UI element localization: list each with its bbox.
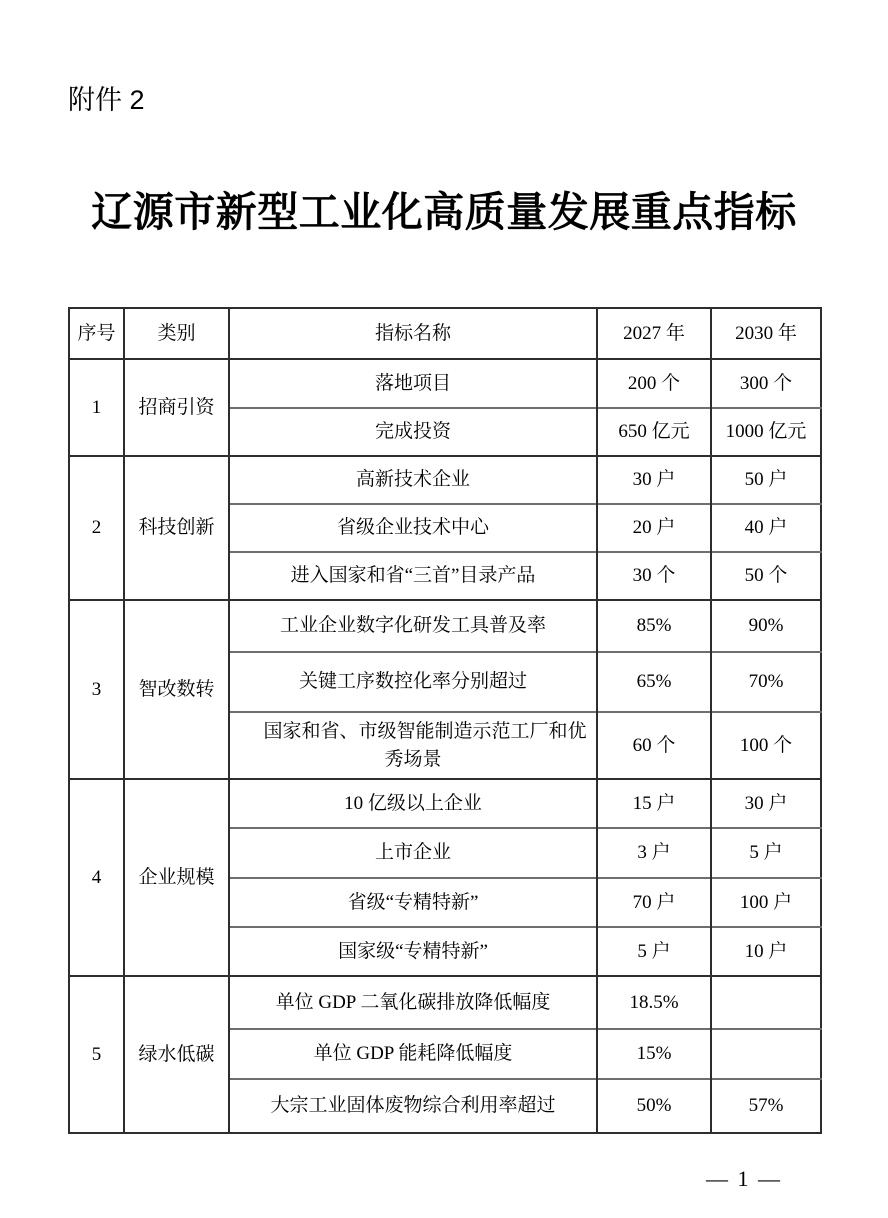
column-header-category: 类别	[124, 308, 229, 359]
indicator-cell: 单位 GDP 二氧化碳排放降低幅度	[229, 976, 597, 1029]
value-2030-cell	[711, 1029, 821, 1079]
value-2027-cell: 18.5%	[597, 976, 711, 1029]
value-2030-cell: 30 户	[711, 779, 821, 828]
value-2030-cell: 57%	[711, 1079, 821, 1133]
row-number-cell: 2	[69, 456, 124, 600]
column-header-2027: 2027 年	[597, 308, 711, 359]
table-row	[69, 976, 821, 1029]
value-2030-cell: 1000 亿元	[711, 408, 821, 456]
value-2027-cell: 15%	[597, 1029, 711, 1079]
category-cell: 科技创新	[124, 456, 229, 600]
table-row	[69, 456, 821, 504]
indicator-cell: 省级“专精特新”	[229, 878, 597, 927]
value-2027-cell: 15 户	[597, 779, 711, 828]
indicator-cell: 高新技术企业	[229, 456, 597, 504]
value-2027-cell: 5 户	[597, 927, 711, 976]
indicator-cell: 国家级“专精特新”	[229, 927, 597, 976]
indicator-cell: 省级企业技术中心	[229, 504, 597, 552]
row-number-cell: 4	[69, 779, 124, 976]
table-row	[69, 600, 821, 652]
value-2027-cell: 85%	[597, 600, 711, 652]
indicator-cell: 关键工序数控化率分别超过	[229, 652, 597, 712]
table-header-row	[69, 308, 821, 359]
value-2027-cell: 70 户	[597, 878, 711, 927]
indicators-table	[68, 307, 822, 1134]
value-2030-cell: 100 户	[711, 878, 821, 927]
value-2030-cell: 50 个	[711, 552, 821, 600]
indicator-cell: 进入国家和省“三首”目录产品	[229, 552, 597, 600]
indicator-cell: 大宗工业固体废物综合利用率超过	[229, 1079, 597, 1133]
document-title: 辽源市新型工业化高质量发展重点指标	[91, 189, 797, 235]
column-header-2030: 2030 年	[711, 308, 821, 359]
column-header-serial: 序号	[69, 308, 124, 359]
indicator-cell: 单位 GDP 能耗降低幅度	[229, 1029, 597, 1079]
column-header-indicator: 指标名称	[229, 308, 597, 359]
value-2027-cell: 50%	[597, 1079, 711, 1133]
value-2030-cell: 10 户	[711, 927, 821, 976]
value-2027-cell: 60 个	[597, 712, 711, 779]
row-number-cell: 3	[69, 600, 124, 779]
value-2027-cell: 3 户	[597, 828, 711, 878]
value-2030-cell: 90%	[711, 600, 821, 652]
value-2027-cell: 20 户	[597, 504, 711, 552]
value-2027-cell: 650 亿元	[597, 408, 711, 456]
attachment-label: 附件 2	[68, 85, 145, 115]
category-cell: 招商引资	[124, 359, 229, 456]
table-row	[69, 779, 821, 828]
page-number: — 1 —	[706, 1166, 782, 1191]
value-2027-cell: 30 个	[597, 552, 711, 600]
category-cell: 绿水低碳	[124, 976, 229, 1133]
row-number-cell: 1	[69, 359, 124, 456]
value-2030-cell: 40 户	[711, 504, 821, 552]
indicator-cell: 上市企业	[229, 828, 597, 878]
value-2030-cell	[711, 976, 821, 1029]
value-2027-cell: 65%	[597, 652, 711, 712]
table-row	[69, 359, 821, 408]
category-cell: 企业规模	[124, 779, 229, 976]
indicator-cell: 落地项目	[229, 359, 597, 408]
indicator-cell: 国家和省、市级智能制造示范工厂和优秀场景	[229, 712, 597, 779]
value-2030-cell: 50 户	[711, 456, 821, 504]
category-cell: 智改数转	[124, 600, 229, 779]
value-2030-cell: 100 个	[711, 712, 821, 779]
value-2030-cell: 300 个	[711, 359, 821, 408]
indicator-cell: 工业企业数字化研发工具普及率	[229, 600, 597, 652]
row-number-cell: 5	[69, 976, 124, 1133]
indicators-table-body	[69, 359, 821, 1133]
value-2030-cell: 70%	[711, 652, 821, 712]
value-2027-cell: 30 户	[597, 456, 711, 504]
value-2027-cell: 200 个	[597, 359, 711, 408]
indicator-cell: 完成投资	[229, 408, 597, 456]
value-2030-cell: 5 户	[711, 828, 821, 878]
indicator-cell: 10 亿级以上企业	[229, 779, 597, 828]
